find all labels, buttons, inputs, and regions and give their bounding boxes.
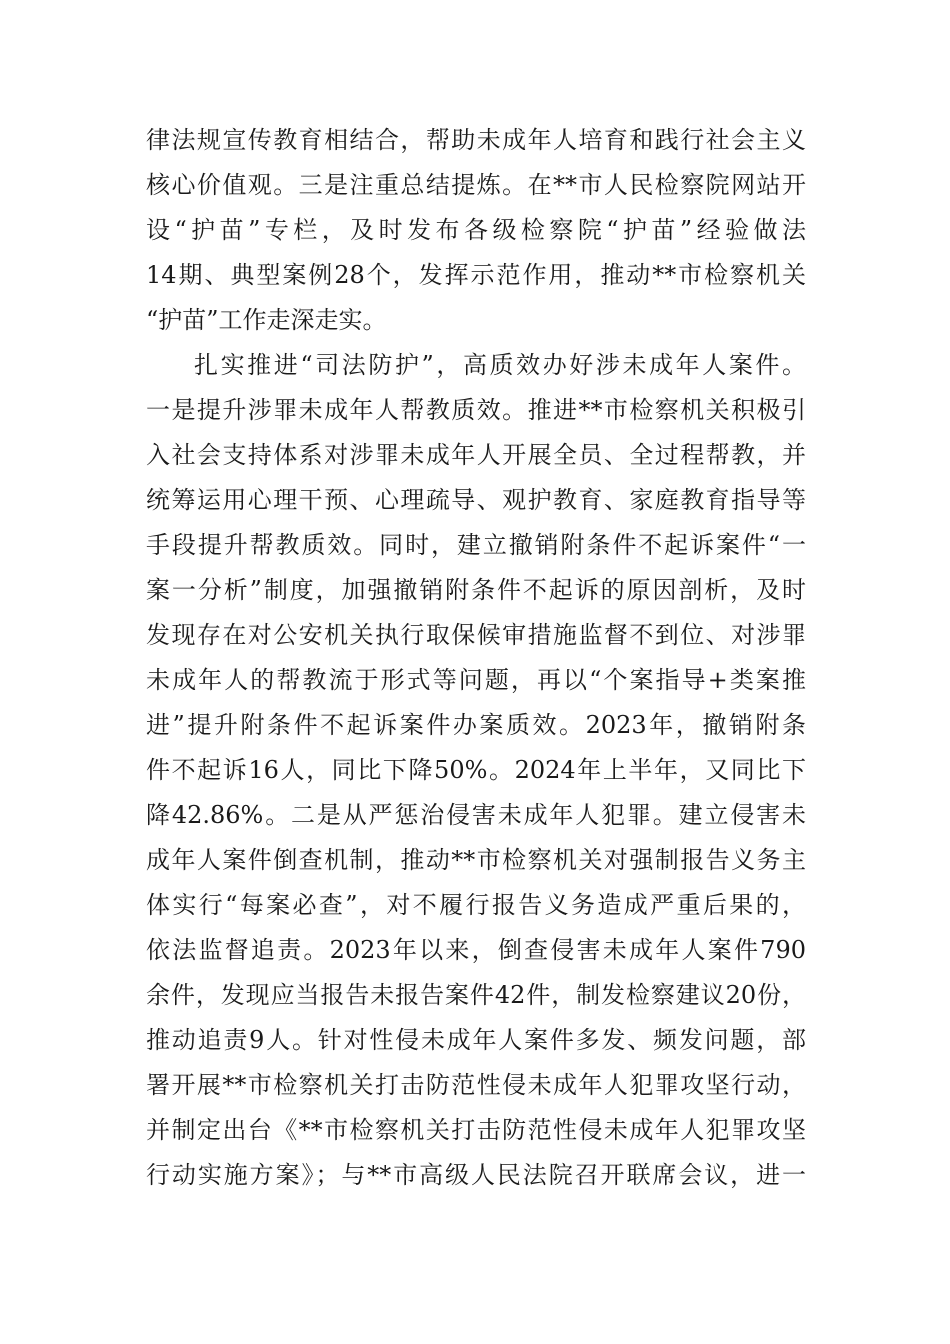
paragraph-2-line-10: 件不起诉16人，同比下降50%。2024年上半年，又同比下: [146, 756, 806, 784]
paragraph-2-line-4: 统筹运用心理干预、心理疏导、观护教育、家庭教育指导等: [146, 486, 806, 514]
paragraph-2-line-17: 署开展**市检察机关打击防范性侵未成年人犯罪攻坚行动，: [146, 1071, 806, 1099]
paragraph-1-line-3: 设“护苗”专栏，及时发布各级检察院“护苗”经验做法: [146, 216, 806, 244]
paragraph-1-line-2: 核心价值观。三是注重总结提炼。在**市人民检察院网站开: [146, 171, 806, 199]
paragraph-1-line-1: 律法规宣传教育相结合，帮助未成年人培育和践行社会主义: [146, 126, 806, 154]
paragraph-1-line-5: “护苗”工作走深走实。: [146, 306, 387, 334]
paragraph-2-line-6: 案一分析”制度，加强撤销附条件不起诉的原因剖析，及时: [146, 576, 806, 604]
paragraph-2-line-19: 行动实施方案》；与**市高级人民法院召开联席会议，进一: [146, 1161, 806, 1189]
paragraph-2-line-13: 体实行“每案必查”，对不履行报告义务造成严重后果的，: [146, 891, 806, 919]
paragraph-2-line-5: 手段提升帮教质效。同时，建立撤销附条件不起诉案件“一: [146, 531, 806, 559]
paragraph-2-line-8: 未成年人的帮教流于形式等问题，再以“个案指导+类案推: [146, 666, 806, 694]
paragraph-2-line-16: 推动追责9人。针对性侵未成年人案件多发、频发问题，部: [146, 1026, 806, 1054]
paragraph-2-line-3: 入社会支持体系对涉罪未成年人开展全员、全过程帮教，并: [146, 441, 806, 469]
paragraph-2-line-14: 依法监督追责。2023年以来，倒查侵害未成年人案件790: [146, 936, 806, 964]
paragraph-2-line-12: 成年人案件倒查机制，推动**市检察机关对强制报告义务主: [146, 846, 806, 874]
paragraph-2-line-9: 进”提升附条件不起诉案件办案质效。2023年，撤销附条: [146, 711, 806, 739]
paragraph-2-line-7: 发现存在对公安机关执行取保候审措施监督不到位、对涉罪: [146, 621, 806, 649]
paragraph-2-line-18: 并制定出台《**市检察机关打击防范性侵未成年人犯罪攻坚: [146, 1116, 806, 1144]
paragraph-2-line-2: 一是提升涉罪未成年人帮教质效。推进**市检察机关积极引: [146, 396, 806, 424]
paragraph-2-line-1: 扎实推进“司法防护”，高质效办好涉未成年人案件。: [194, 351, 806, 379]
paragraph-2-line-15: 余件，发现应当报告未报告案件42件，制发检察建议20份，: [146, 981, 806, 1009]
paragraph-1-line-4: 14期、典型案例28个，发挥示范作用，推动**市检察机关: [146, 261, 806, 289]
paragraph-2-line-11: 降42.86%。二是从严惩治侵害未成年人犯罪。建立侵害未: [146, 801, 806, 829]
